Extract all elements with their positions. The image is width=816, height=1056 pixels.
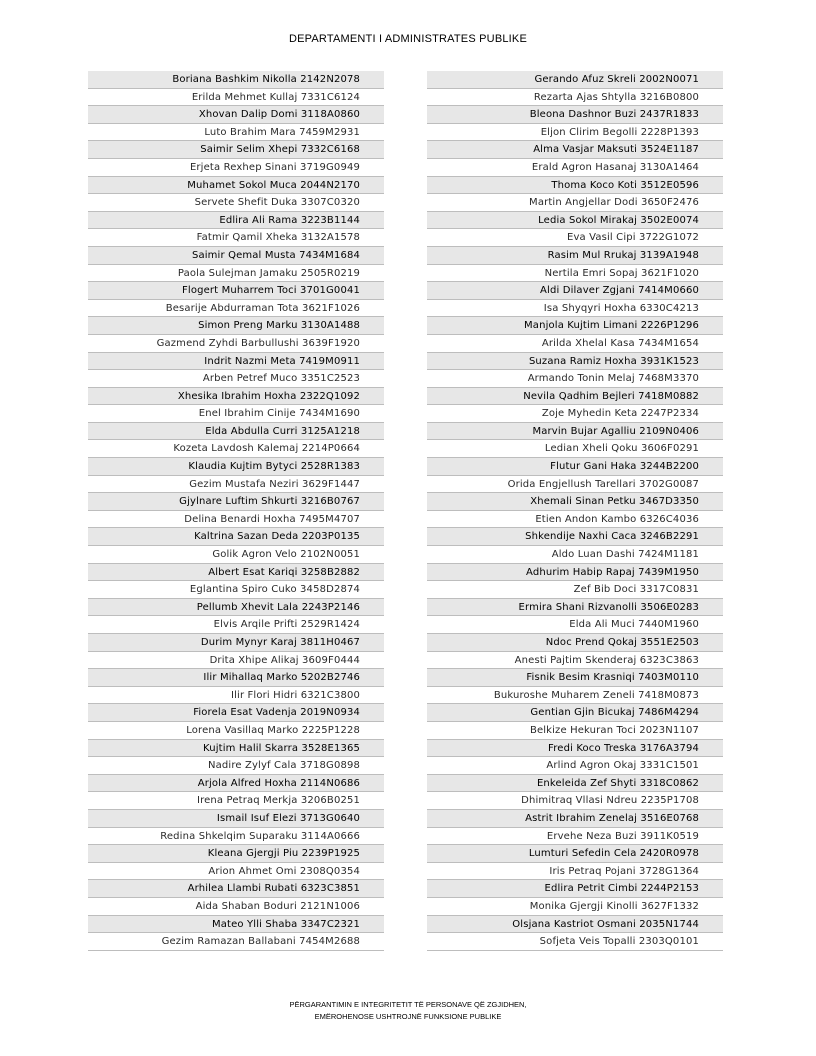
list-item: Iris Petraq Pojani 3728G1364 xyxy=(427,863,723,881)
list-item: Eljon Clirim Begolli 2228P1393 xyxy=(427,124,723,142)
list-item: Arlind Agron Okaj 3331C1501 xyxy=(427,757,723,775)
list-item: Kozeta Lavdosh Kalemaj 2214P0664 xyxy=(88,440,384,458)
list-item: Aldo Luan Dashi 7424M1181 xyxy=(427,546,723,564)
list-item: Nadire Zylyf Cala 3718G0898 xyxy=(88,757,384,775)
name-list-left xyxy=(88,71,384,951)
list-item: Xhemali Sinan Petku 3467D3350 xyxy=(427,493,723,511)
list-item: Xhesika Ibrahim Hoxha 2322Q1092 xyxy=(88,388,384,406)
list-item: Drita Xhipe Alikaj 3609F0444 xyxy=(88,652,384,670)
list-item: Astrit Ibrahim Zenelaj 3516E0768 xyxy=(427,810,723,828)
list-item: Besarije Abdurraman Tota 3621F1026 xyxy=(88,300,384,318)
list-item: Sofjeta Veis Topalli 2303Q0101 xyxy=(427,933,723,951)
footer-line-2: EMËROHENOSE USHTROJNË FUNKSIONE PUBLIKE xyxy=(314,1012,502,1021)
list-item: Arben Petref Muco 3351C2523 xyxy=(88,370,384,388)
list-item: Flogert Muharrem Toci 3701G0041 xyxy=(88,282,384,300)
list-item: Boriana Bashkim Nikolla 2142N2078 xyxy=(88,71,384,89)
list-item: Enkeleida Zef Shyti 3318C0862 xyxy=(427,775,723,793)
list-item: Zoje Myhedin Keta 2247P2334 xyxy=(427,405,723,423)
list-item: Arjola Alfred Hoxha 2114N0686 xyxy=(88,775,384,793)
list-item: Isa Shyqyri Hoxha 6330C4213 xyxy=(427,300,723,318)
list-item: Muhamet Sokol Muca 2044N2170 xyxy=(88,177,384,195)
page-footer xyxy=(0,999,816,1023)
list-item: Delina Benardi Hoxha 7495M4707 xyxy=(88,511,384,529)
list-item: Kaltrina Sazan Deda 2203P0135 xyxy=(88,528,384,546)
list-item: Ndoc Prend Qokaj 3551E2503 xyxy=(427,634,723,652)
list-item: Fisnik Besim Krasniqi 7403M0110 xyxy=(427,669,723,687)
footer-line-1: PËRGARANTIMIN E INTEGRITETIT TË PERSONAVE QË ZGJIDHEN, xyxy=(289,1000,527,1009)
list-item: Edlira Ali Rama 3223B1144 xyxy=(88,212,384,230)
list-item: Saimir Qemal Musta 7434M1684 xyxy=(88,247,384,265)
list-item: Enel Ibrahim Cinije 7434M1690 xyxy=(88,405,384,423)
list-item: Monika Gjergji Kinolli 3627F1332 xyxy=(427,898,723,916)
list-item: Gezim Mustafa Neziri 3629F1447 xyxy=(88,476,384,494)
list-item: Gjylnare Luftim Shkurti 3216B0767 xyxy=(88,493,384,511)
list-item: Klaudia Kujtim Bytyci 2528R1383 xyxy=(88,458,384,476)
list-item: Eglantina Spiro Cuko 3458D2874 xyxy=(88,581,384,599)
list-item: Aldi Dilaver Zgjani 7414M0660 xyxy=(427,282,723,300)
list-item: Dhimitraq Vllasi Ndreu 2235P1708 xyxy=(427,792,723,810)
list-item: Xhovan Dalip Domi 3118A0860 xyxy=(88,106,384,124)
list-item: Ermira Shani Rizvanolli 3506E0283 xyxy=(427,599,723,617)
list-item: Pellumb Xhevit Lala 2243P2146 xyxy=(88,599,384,617)
list-item: Golik Agron Velo 2102N0051 xyxy=(88,546,384,564)
list-item: Saimir Selim Xhepi 7332C6168 xyxy=(88,141,384,159)
list-item: Ilir Mihallaq Marko 5202B2746 xyxy=(88,669,384,687)
list-item: Olsjana Kastriot Osmani 2035N1744 xyxy=(427,916,723,934)
list-item: Shkendije Naxhi Caca 3246B2291 xyxy=(427,528,723,546)
list-item: Ervehe Neza Buzi 3911K0519 xyxy=(427,828,723,846)
list-item: Orida Engjellush Tarellari 3702G0087 xyxy=(427,476,723,494)
list-item: Gentian Gjin Bicukaj 7486M4294 xyxy=(427,704,723,722)
list-item: Simon Preng Marku 3130A1488 xyxy=(88,317,384,335)
list-item: Lorena Vasillaq Marko 2225P1228 xyxy=(88,722,384,740)
list-item: Elda Ali Muci 7440M1960 xyxy=(427,616,723,634)
list-item: Ledia Sokol Mirakaj 3502E0074 xyxy=(427,212,723,230)
list-item: Elda Abdulla Curri 3125A1218 xyxy=(88,423,384,441)
list-item: Belkize Hekuran Toci 2023N1107 xyxy=(427,722,723,740)
list-item: Fatmir Qamil Xheka 3132A1578 xyxy=(88,229,384,247)
list-item: Luto Brahim Mara 7459M2931 xyxy=(88,124,384,142)
list-item: Etien Andon Kambo 6326C4036 xyxy=(427,511,723,529)
list-item: Bukuroshe Muharem Zeneli 7418M0873 xyxy=(427,687,723,705)
list-item: Nertila Emri Sopaj 3621F1020 xyxy=(427,265,723,283)
list-item: Durim Mynyr Karaj 3811H0467 xyxy=(88,634,384,652)
list-item: Kujtim Halil Skarra 3528E1365 xyxy=(88,740,384,758)
list-item: Arion Ahmet Omi 2308Q0354 xyxy=(88,863,384,881)
list-item: Nevila Qadhim Bejleri 7418M0882 xyxy=(427,388,723,406)
list-item: Rasim Mul Rrukaj 3139A1948 xyxy=(427,247,723,265)
list-item: Fredi Koco Treska 3176A3794 xyxy=(427,740,723,758)
page-title: DEPARTAMENTI I ADMINISTRATES PUBLIKE xyxy=(288,33,528,45)
list-item: Gerando Afuz Skreli 2002N0071 xyxy=(427,71,723,89)
list-item: Marvin Bujar Agalliu 2109N0406 xyxy=(427,423,723,441)
list-item: Eva Vasil Cipi 3722G1072 xyxy=(427,229,723,247)
list-item: Albert Esat Kariqi 3258B2882 xyxy=(88,564,384,582)
list-item: Lumturi Sefedin Cela 2420R0978 xyxy=(427,845,723,863)
list-item: Edlira Petrit Cimbi 2244P2153 xyxy=(427,880,723,898)
list-item: Alma Vasjar Maksuti 3524E1187 xyxy=(427,141,723,159)
list-item: Aida Shaban Boduri 2121N1006 xyxy=(88,898,384,916)
list-item: Manjola Kujtim Limani 2226P1296 xyxy=(427,317,723,335)
list-item: Indrit Nazmi Meta 7419M0911 xyxy=(88,353,384,371)
list-item: Erjeta Rexhep Sinani 3719G0949 xyxy=(88,159,384,177)
list-item: Arhilea Llambi Rubati 6323C3851 xyxy=(88,880,384,898)
list-item: Ledian Xheli Qoku 3606F0291 xyxy=(427,440,723,458)
list-item: Erald Agron Hasanaj 3130A1464 xyxy=(427,159,723,177)
list-item: Arilda Xhelal Kasa 7434M1654 xyxy=(427,335,723,353)
name-list-right xyxy=(427,71,723,951)
list-item: Adhurim Habip Rapaj 7439M1950 xyxy=(427,564,723,582)
list-item: Zef Bib Doci 3317C0831 xyxy=(427,581,723,599)
list-item: Mateo Ylli Shaba 3347C2321 xyxy=(88,916,384,934)
list-item: Servete Shefit Duka 3307C0320 xyxy=(88,194,384,212)
list-item: Paola Sulejman Jamaku 2505R0219 xyxy=(88,265,384,283)
list-item: Kleana Gjergji Piu 2239P1925 xyxy=(88,845,384,863)
list-item: Gezim Ramazan Ballabani 7454M2688 xyxy=(88,933,384,951)
list-item: Martin Angjellar Dodi 3650F2476 xyxy=(427,194,723,212)
list-item: Redina Shkelqim Suparaku 3114A0666 xyxy=(88,828,384,846)
list-item: Erilda Mehmet Kullaj 7331C6124 xyxy=(88,89,384,107)
list-item: Flutur Gani Haka 3244B2200 xyxy=(427,458,723,476)
list-item: Suzana Ramiz Hoxha 3931K1523 xyxy=(427,353,723,371)
list-item: Bleona Dashnor Buzi 2437R1833 xyxy=(427,106,723,124)
list-item: Gazmend Zyhdi Barbullushi 3639F1920 xyxy=(88,335,384,353)
list-item: Thoma Koco Koti 3512E0596 xyxy=(427,177,723,195)
list-item: Ismail Isuf Elezi 3713G0640 xyxy=(88,810,384,828)
list-item: Fiorela Esat Vadenja 2019N0934 xyxy=(88,704,384,722)
list-item: Ilir Flori Hidri 6321C3800 xyxy=(88,687,384,705)
list-item: Elvis Arqile Prifti 2529R1424 xyxy=(88,616,384,634)
list-item: Anesti Pajtim Skenderaj 6323C3863 xyxy=(427,652,723,670)
list-item: Armando Tonin Melaj 7468M3370 xyxy=(427,370,723,388)
list-item: Irena Petraq Merkja 3206B0251 xyxy=(88,792,384,810)
list-item: Rezarta Ajas Shtylla 3216B0800 xyxy=(427,89,723,107)
